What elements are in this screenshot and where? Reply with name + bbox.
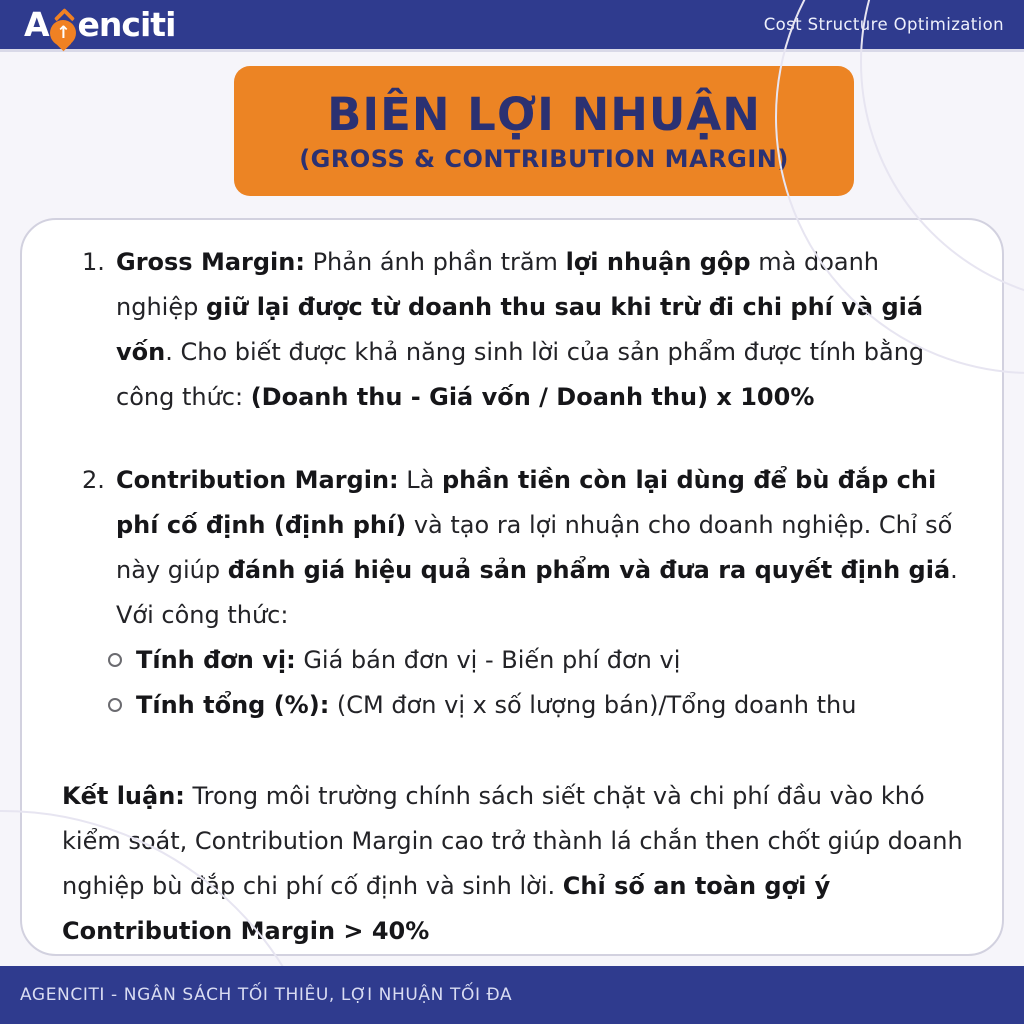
footer-slogan: AGENCITI - NGÂN SÁCH TỐI THIÊU, LỢI NHUẬN TỐI ĐA [20,985,513,1005]
sub-bullet-unit-formula [108,638,968,683]
list-number: 2. [82,466,105,494]
page-title: BIÊN LỢI NHUẬN [327,88,761,141]
list-item-text: Gross Margin: Phản ánh phần trăm lợi nhuận gộp mà doanh nghiệp giữ lại được từ doanh thu sau khi trừ đi chi phí và giá vốn. Cho biết được khả năng sinh lời của sản phẩm được tính bằng công thức: (Doanh thu - Giá vốn / Doanh thu) x 100% [116,248,925,411]
agenciti-logo [24,3,175,47]
title-banner [234,66,854,196]
content-card [20,218,1004,956]
sub-bullet-list [108,638,968,728]
sub-bullet-text: Tính đơn vị: Giá bán đơn vị - Biến phí đơn vị [136,646,681,674]
list-number: 1. [82,248,105,276]
circle-bullet-icon [108,698,122,712]
logo-text-suffix: enciti [77,4,176,44]
circle-bullet-icon [108,653,122,667]
header-tagline: Cost Structure Optimization [763,15,1004,34]
top-bar [0,0,1024,52]
up-arrow-icon: ↑ [56,22,70,43]
list-item-text: Contribution Margin: Là phần tiền còn lại dùng để bù đắp chi phí cố định (định phí) và tạo ra lợi nhuận cho doanh nghiệp. Chỉ số này giúp đánh giá hiệu quả sản phẩm và đưa ra quyết định giá. Với công thức: [116,466,958,629]
location-pin-icon [50,13,77,47]
sub-bullet-total-formula [108,683,968,728]
sub-bullet-text: Tính tổng (%): (CM đơn vị x số lượng bán)/Tổng doanh thu [136,691,857,719]
page-subtitle: (GROSS & CONTRIBUTION MARGIN) [299,145,789,173]
logo-text-prefix: A [24,4,49,44]
list-item-gross-margin [82,240,968,420]
footer-bar [0,966,1024,1024]
list-item-contribution-margin [82,458,968,638]
conclusion-paragraph: Kết luận: Trong môi trường chính sách siết chặt và chi phí đầu vào khó kiểm soát, Contribution Margin cao trở thành lá chắn then chốt giúp doanh nghiệp bù đắp chi phí cố định và sinh lời. Chỉ số an toàn gợi ý Contribution Margin > 40% [62,782,963,945]
